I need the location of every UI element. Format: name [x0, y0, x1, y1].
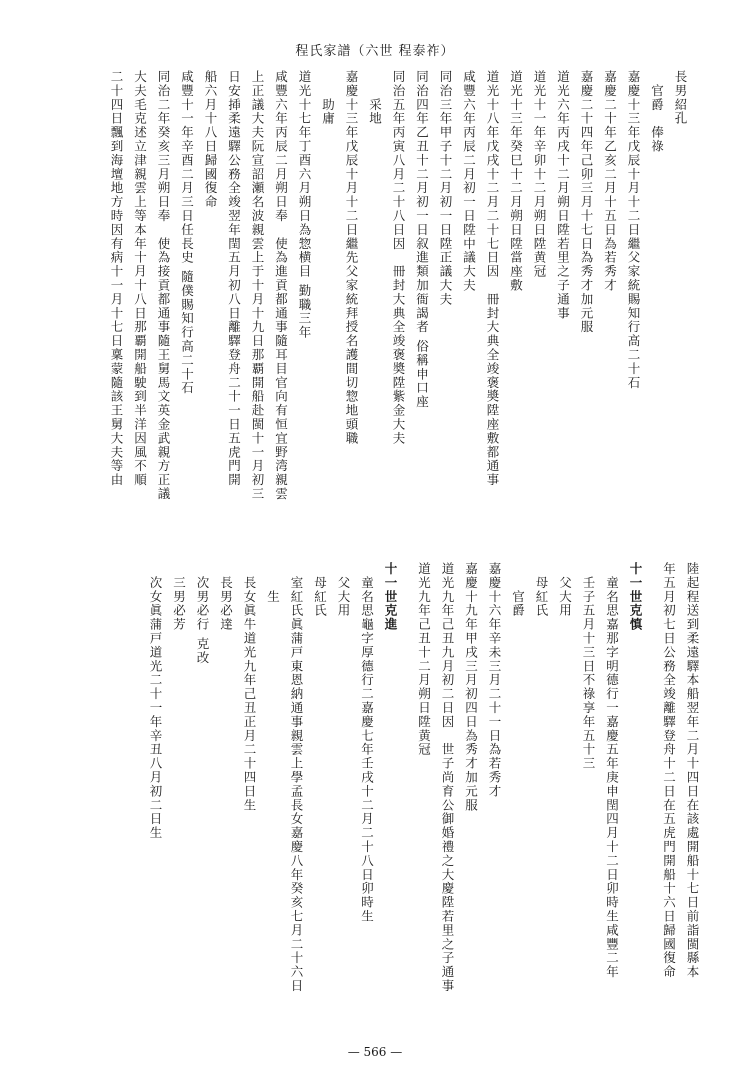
generation-heading: 十一世克慎	[628, 562, 643, 632]
text-column: 船六月十八日歸國復命	[203, 70, 218, 209]
text-column: 嘉慶十六年辛未三月二十一日為若秀才	[487, 562, 502, 799]
text-column: 道光六年丙戌十二月朔日陞若里之子通事	[555, 70, 571, 321]
text-column: 道光十七年丁酉六月朔日為惣横目 勤職三年	[297, 70, 312, 340]
text-column: 嘉慶十九年甲戌三月初四日為秀才加元服	[463, 562, 479, 813]
text-column: 母紅氏	[312, 562, 328, 618]
text-column: 嘉慶十三年戊辰十月十二日繼先父家統拜授名護間切惣地頭職	[344, 70, 359, 446]
text-column: 同治三年甲子十二月初一日陞正議大夫	[438, 70, 453, 307]
column-gap	[396, 562, 406, 1032]
column-gap	[641, 562, 651, 1032]
text-column: 嘉慶二十四年己卯三月十七日為秀才加元服	[579, 70, 594, 335]
text-column: 日安揷柔遠驛公務全竣翌年閏五月初八日離驛登舟二十一日五虎門開	[226, 70, 242, 487]
text-column: 童名思龜字厚德行二嘉慶七年壬戌十二月二十八日卯時生	[359, 562, 375, 924]
text-column: 助庸	[320, 70, 336, 126]
text-column: 母紅氏	[534, 562, 549, 618]
page-number: — 566 —	[347, 1045, 403, 1059]
text-column: 咸豐六年丙辰二月朔日奉 使為進貢都通事隨耳目官向有恒宜野湾親雲	[273, 70, 289, 501]
text-column: 生	[265, 562, 281, 604]
text-column: 大夫毛克述立津親雲上等本年十月十八日那覇開船駛到半洋因風不順	[132, 70, 148, 487]
generation-heading: 十一世克進	[383, 562, 398, 632]
text-column: 咸豐六年丙辰二月初一日陞中議大夫	[461, 70, 477, 293]
text-column: 次男必行 克改	[195, 562, 210, 665]
text-column: 嘉慶二十年乙亥二月十五日為若秀才	[602, 70, 618, 293]
text-column: 道光九年己丑十二月朔日陞黄冠	[416, 562, 432, 757]
text-column: 年五月初七日公務全竣離驛登舟十二日在五虎門開船十六日歸國復命	[661, 562, 677, 979]
text-column: 父大用	[557, 562, 573, 618]
text-column: 咸豐十一年辛酉二月三日任長史 隨僕賜知行高二十石	[179, 70, 195, 396]
text-column: 上正議大夫阮宣詔瀬名波親雲上于十月十九日那覇開船赴閩十一月初三	[250, 70, 265, 501]
text-column: 道光十三年癸巳十二月朔日陞當座敷	[508, 70, 524, 293]
text-column: 同治四年乙丑十二月初一日叙進類加衙謁者 俗稱申口座	[414, 70, 430, 409]
text-column: 父大用	[336, 562, 351, 618]
text-column: 長男必達	[218, 562, 234, 632]
text-column: 三男必芳	[171, 562, 187, 632]
page-header: 程氏家譜（六世 程泰祚）	[295, 44, 455, 59]
text-column: 嘉慶十三年戊辰十月十二日繼父家統賜知行高二十石	[626, 70, 641, 390]
text-column: 長女眞牛道光九年己丑正月二十四日生	[242, 562, 257, 813]
text-column: 同治二年癸亥三月朔日奉 使為接貢都通事隨王舅馬文英金武親方正議	[156, 70, 171, 501]
text-column: 壬子五月十三日不祿享年五十三	[581, 562, 596, 771]
top-text-block	[99, 70, 687, 530]
text-column: 采地	[367, 70, 383, 126]
text-column: 官爵	[510, 562, 526, 618]
text-column: 室紅氏眞蒲戸東恩納通事親雲上學孟長女嘉慶八年癸亥七月二十六日	[289, 562, 304, 993]
text-column: 官爵 俸祿	[649, 70, 665, 154]
text-column: 道光十八年戊戌十二月二十七日因 冊封大典全竣褒奬陞座敷都通事	[485, 70, 500, 487]
text-column: 次女眞蒲戸道光二十一年辛丑八月初二日生	[148, 562, 163, 840]
text-column: 二十四日飄到海壇地方時因有病十一月十七日稟蒙隨該王舅大夫等由	[109, 70, 124, 487]
text-column: 同治五年丙寅八月二十八日因 冊封大典全竣褒奬陞紫金大夫	[391, 70, 406, 446]
bottom-text-block	[138, 562, 699, 1032]
text-column: 道光九年己丑九月初二日因 世子尚育公御婚禮之大慶陞若里之子通事	[440, 562, 455, 993]
text-column: 長男紹孔	[673, 70, 688, 126]
text-column: 陸起程送到柔遠驛本船翌年二月十四日在該處開船十七日前詣閩縣本	[685, 562, 700, 979]
text-column: 童名思嘉那字明德行一嘉慶五年庚申閏四月十二日卯時生咸豐二年	[604, 562, 620, 979]
text-column: 道光十一年辛卯十二月朔日陞黄冠	[532, 70, 547, 279]
